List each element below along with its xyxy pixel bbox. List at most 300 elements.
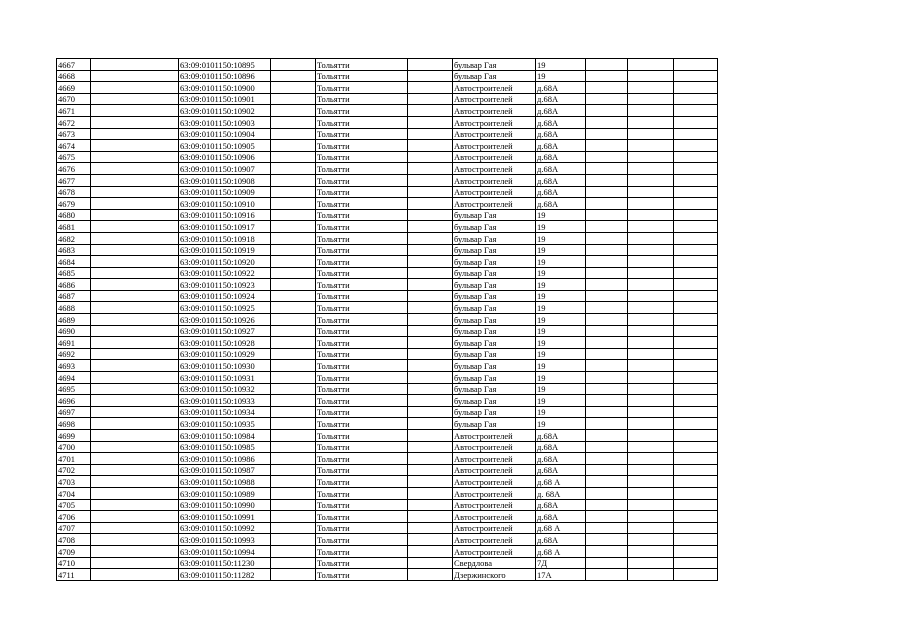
row-number: 4677 [57, 174, 91, 186]
empty-cell [586, 314, 628, 326]
row-number: 4711 [57, 569, 91, 581]
street: бульвар Гая [453, 383, 536, 395]
city: Тольятти [316, 499, 408, 511]
table-row [57, 302, 718, 314]
empty-cell [91, 116, 179, 128]
empty-cell [271, 464, 316, 476]
row-number: 4709 [57, 545, 91, 557]
table-row [57, 534, 718, 546]
empty-cell [586, 209, 628, 221]
empty-cell [91, 267, 179, 279]
empty-cell [628, 406, 674, 418]
table-row [57, 499, 718, 511]
table-row [57, 337, 718, 349]
empty-cell [408, 105, 453, 117]
house-number: д.68А [536, 186, 586, 198]
empty-cell [628, 209, 674, 221]
empty-cell [628, 105, 674, 117]
empty-cell [91, 221, 179, 233]
city: Тольятти [316, 209, 408, 221]
empty-cell [408, 290, 453, 302]
empty-cell [674, 209, 718, 221]
empty-cell [271, 186, 316, 198]
empty-cell [674, 128, 718, 140]
empty-cell [91, 487, 179, 499]
empty-cell [91, 569, 179, 581]
empty-cell [674, 499, 718, 511]
empty-cell [628, 116, 674, 128]
records-table [56, 58, 718, 581]
empty-cell [628, 267, 674, 279]
street: бульвар Гая [453, 70, 536, 82]
house-number: д.68А [536, 174, 586, 186]
street: бульвар Гая [453, 267, 536, 279]
empty-cell [674, 406, 718, 418]
empty-cell [674, 256, 718, 268]
empty-cell [586, 279, 628, 291]
row-number: 4703 [57, 476, 91, 488]
city: Тольятти [316, 557, 408, 569]
empty-cell [91, 464, 179, 476]
house-number: 19 [536, 70, 586, 82]
house-number: 19 [536, 279, 586, 291]
cadastral-number: 63:09:0101150:10903 [179, 116, 271, 128]
empty-cell [628, 453, 674, 465]
house-number: д.68 А [536, 476, 586, 488]
row-number: 4667 [57, 59, 91, 71]
city: Тольятти [316, 325, 408, 337]
house-number: д.68А [536, 453, 586, 465]
empty-cell [271, 174, 316, 186]
house-number: 19 [536, 348, 586, 360]
empty-cell [586, 290, 628, 302]
empty-cell [628, 499, 674, 511]
table-row [57, 151, 718, 163]
city: Тольятти [316, 70, 408, 82]
row-number: 4672 [57, 116, 91, 128]
street: бульвар Гая [453, 232, 536, 244]
cadastral-number: 63:09:0101150:10988 [179, 476, 271, 488]
empty-cell [586, 372, 628, 384]
empty-cell [271, 383, 316, 395]
city: Тольятти [316, 116, 408, 128]
table-row [57, 487, 718, 499]
empty-cell [271, 406, 316, 418]
house-number: 19 [536, 406, 586, 418]
street: бульвар Гая [453, 325, 536, 337]
street: бульвар Гая [453, 244, 536, 256]
table-row [57, 557, 718, 569]
empty-cell [674, 105, 718, 117]
table-row [57, 418, 718, 430]
row-number: 4705 [57, 499, 91, 511]
empty-cell [586, 198, 628, 210]
street: Автостроителей [453, 105, 536, 117]
empty-cell [674, 395, 718, 407]
table-row [57, 441, 718, 453]
house-number: 19 [536, 232, 586, 244]
empty-cell [91, 290, 179, 302]
empty-cell [628, 372, 674, 384]
empty-cell [628, 82, 674, 94]
empty-cell [628, 232, 674, 244]
row-number: 4706 [57, 511, 91, 523]
empty-cell [271, 314, 316, 326]
empty-cell [586, 221, 628, 233]
empty-cell [674, 302, 718, 314]
empty-cell [408, 337, 453, 349]
house-number: 19 [536, 325, 586, 337]
row-number: 4668 [57, 70, 91, 82]
empty-cell [628, 140, 674, 152]
city: Тольятти [316, 256, 408, 268]
street: бульвар Гая [453, 209, 536, 221]
empty-cell [586, 59, 628, 71]
house-number: д.68 А [536, 545, 586, 557]
empty-cell [628, 290, 674, 302]
empty-cell [271, 534, 316, 546]
street: Автостроителей [453, 82, 536, 94]
city: Тольятти [316, 151, 408, 163]
row-number: 4694 [57, 372, 91, 384]
empty-cell [628, 441, 674, 453]
cadastral-number: 63:09:0101150:10907 [179, 163, 271, 175]
table-row [57, 406, 718, 418]
empty-cell [586, 267, 628, 279]
house-number: 19 [536, 209, 586, 221]
row-number: 4687 [57, 290, 91, 302]
row-number: 4671 [57, 105, 91, 117]
empty-cell [91, 82, 179, 94]
empty-cell [674, 487, 718, 499]
empty-cell [408, 348, 453, 360]
row-number: 4681 [57, 221, 91, 233]
empty-cell [628, 70, 674, 82]
empty-cell [271, 302, 316, 314]
house-number: д.68А [536, 430, 586, 442]
cadastral-number: 63:09:0101150:10925 [179, 302, 271, 314]
city: Тольятти [316, 93, 408, 105]
city: Тольятти [316, 279, 408, 291]
street: Автостроителей [453, 128, 536, 140]
table-row [57, 372, 718, 384]
empty-cell [271, 221, 316, 233]
empty-cell [586, 151, 628, 163]
empty-cell [586, 325, 628, 337]
empty-cell [674, 267, 718, 279]
city: Тольятти [316, 372, 408, 384]
empty-cell [91, 140, 179, 152]
empty-cell [628, 279, 674, 291]
row-number: 4688 [57, 302, 91, 314]
empty-cell [408, 256, 453, 268]
empty-cell [674, 279, 718, 291]
house-number: д.68А [536, 534, 586, 546]
empty-cell [271, 476, 316, 488]
empty-cell [91, 348, 179, 360]
cadastral-number: 63:09:0101150:10993 [179, 534, 271, 546]
street: бульвар Гая [453, 302, 536, 314]
empty-cell [586, 348, 628, 360]
empty-cell [586, 557, 628, 569]
street: бульвар Гая [453, 348, 536, 360]
cadastral-number: 63:09:0101150:10906 [179, 151, 271, 163]
empty-cell [628, 256, 674, 268]
empty-cell [586, 302, 628, 314]
empty-cell [408, 70, 453, 82]
empty-cell [271, 198, 316, 210]
row-number: 4685 [57, 267, 91, 279]
city: Тольятти [316, 406, 408, 418]
empty-cell [674, 198, 718, 210]
empty-cell [674, 383, 718, 395]
empty-cell [408, 545, 453, 557]
empty-cell [408, 93, 453, 105]
empty-cell [271, 522, 316, 534]
street: бульвар Гая [453, 395, 536, 407]
house-number: 19 [536, 314, 586, 326]
empty-cell [408, 372, 453, 384]
empty-cell [271, 487, 316, 499]
empty-cell [628, 545, 674, 557]
empty-cell [674, 569, 718, 581]
city: Тольятти [316, 569, 408, 581]
table-row [57, 93, 718, 105]
empty-cell [586, 383, 628, 395]
empty-cell [408, 499, 453, 511]
street: Автостроителей [453, 534, 536, 546]
empty-cell [91, 198, 179, 210]
cadastral-number: 63:09:0101150:10933 [179, 395, 271, 407]
city: Тольятти [316, 267, 408, 279]
empty-cell [674, 70, 718, 82]
house-number: д. 68А [536, 487, 586, 499]
empty-cell [271, 337, 316, 349]
empty-cell [586, 499, 628, 511]
empty-cell [408, 59, 453, 71]
empty-cell [271, 290, 316, 302]
street: Автостроителей [453, 163, 536, 175]
table-row [57, 314, 718, 326]
empty-cell [91, 279, 179, 291]
street: Автостроителей [453, 151, 536, 163]
empty-cell [674, 557, 718, 569]
cadastral-number: 63:09:0101150:10928 [179, 337, 271, 349]
row-number: 4695 [57, 383, 91, 395]
street: бульвар Гая [453, 221, 536, 233]
city: Тольятти [316, 534, 408, 546]
empty-cell [91, 545, 179, 557]
empty-cell [91, 476, 179, 488]
city: Тольятти [316, 140, 408, 152]
empty-cell [628, 348, 674, 360]
empty-cell [408, 557, 453, 569]
house-number: д.68А [536, 151, 586, 163]
empty-cell [91, 232, 179, 244]
street: Автостроителей [453, 511, 536, 523]
table-body [57, 59, 718, 581]
empty-cell [91, 406, 179, 418]
empty-cell [408, 82, 453, 94]
cadastral-number: 63:09:0101150:10910 [179, 198, 271, 210]
empty-cell [91, 244, 179, 256]
empty-cell [408, 464, 453, 476]
empty-cell [674, 476, 718, 488]
house-number: 19 [536, 360, 586, 372]
empty-cell [91, 453, 179, 465]
city: Тольятти [316, 453, 408, 465]
empty-cell [408, 360, 453, 372]
row-number: 4686 [57, 279, 91, 291]
empty-cell [271, 256, 316, 268]
street: бульвар Гая [453, 256, 536, 268]
empty-cell [271, 59, 316, 71]
city: Тольятти [316, 545, 408, 557]
cadastral-number: 63:09:0101150:10927 [179, 325, 271, 337]
empty-cell [674, 545, 718, 557]
street: бульвар Гая [453, 360, 536, 372]
cadastral-number: 63:09:0101150:10991 [179, 511, 271, 523]
table-row [57, 105, 718, 117]
empty-cell [408, 569, 453, 581]
city: Тольятти [316, 290, 408, 302]
city: Тольятти [316, 198, 408, 210]
row-number: 4696 [57, 395, 91, 407]
empty-cell [408, 128, 453, 140]
cadastral-number: 63:09:0101150:10909 [179, 186, 271, 198]
city: Тольятти [316, 487, 408, 499]
row-number: 4683 [57, 244, 91, 256]
empty-cell [91, 522, 179, 534]
empty-cell [271, 279, 316, 291]
empty-cell [674, 453, 718, 465]
empty-cell [408, 174, 453, 186]
row-number: 4693 [57, 360, 91, 372]
empty-cell [408, 476, 453, 488]
row-number: 4679 [57, 198, 91, 210]
house-number: 19 [536, 244, 586, 256]
empty-cell [586, 163, 628, 175]
house-number: д.68А [536, 116, 586, 128]
empty-cell [628, 244, 674, 256]
city: Тольятти [316, 174, 408, 186]
street: бульвар Гая [453, 372, 536, 384]
street: Автостроителей [453, 464, 536, 476]
city: Тольятти [316, 522, 408, 534]
cadastral-number: 63:09:0101150:10934 [179, 406, 271, 418]
house-number: 19 [536, 383, 586, 395]
house-number: 19 [536, 302, 586, 314]
empty-cell [271, 151, 316, 163]
empty-cell [674, 372, 718, 384]
row-number: 4673 [57, 128, 91, 140]
empty-cell [408, 151, 453, 163]
empty-cell [91, 430, 179, 442]
empty-cell [91, 441, 179, 453]
cadastral-number: 63:09:0101150:10984 [179, 430, 271, 442]
house-number: д.68А [536, 140, 586, 152]
cadastral-number: 63:09:0101150:10986 [179, 453, 271, 465]
street: Автостроителей [453, 140, 536, 152]
empty-cell [586, 464, 628, 476]
street: Автостроителей [453, 545, 536, 557]
house-number: д.68А [536, 464, 586, 476]
empty-cell [628, 337, 674, 349]
cadastral-number: 63:09:0101150:10994 [179, 545, 271, 557]
empty-cell [674, 348, 718, 360]
city: Тольятти [316, 302, 408, 314]
row-number: 4682 [57, 232, 91, 244]
street: бульвар Гая [453, 418, 536, 430]
empty-cell [586, 128, 628, 140]
empty-cell [674, 174, 718, 186]
cadastral-number: 63:09:0101150:10919 [179, 244, 271, 256]
house-number: 19 [536, 395, 586, 407]
city: Тольятти [316, 430, 408, 442]
empty-cell [674, 522, 718, 534]
street: бульвар Гая [453, 406, 536, 418]
empty-cell [91, 372, 179, 384]
street: Автостроителей [453, 522, 536, 534]
empty-cell [408, 383, 453, 395]
empty-cell [628, 93, 674, 105]
table-row [57, 430, 718, 442]
empty-cell [628, 557, 674, 569]
empty-cell [271, 105, 316, 117]
house-number: д.68А [536, 82, 586, 94]
empty-cell [91, 383, 179, 395]
empty-cell [408, 186, 453, 198]
house-number: 7Д [536, 557, 586, 569]
row-number: 4701 [57, 453, 91, 465]
empty-cell [586, 105, 628, 117]
cadastral-number: 63:09:0101150:10923 [179, 279, 271, 291]
cadastral-number: 63:09:0101150:11230 [179, 557, 271, 569]
empty-cell [628, 418, 674, 430]
empty-cell [628, 395, 674, 407]
empty-cell [408, 116, 453, 128]
empty-cell [674, 221, 718, 233]
empty-cell [271, 499, 316, 511]
empty-cell [674, 534, 718, 546]
empty-cell [586, 82, 628, 94]
city: Тольятти [316, 337, 408, 349]
empty-cell [586, 360, 628, 372]
empty-cell [271, 82, 316, 94]
table-row [57, 545, 718, 557]
empty-cell [586, 545, 628, 557]
row-number: 4669 [57, 82, 91, 94]
city: Тольятти [316, 360, 408, 372]
empty-cell [271, 418, 316, 430]
empty-cell [628, 534, 674, 546]
empty-cell [674, 116, 718, 128]
empty-cell [586, 511, 628, 523]
empty-cell [628, 522, 674, 534]
row-number: 4708 [57, 534, 91, 546]
street: бульвар Гая [453, 279, 536, 291]
table-row [57, 209, 718, 221]
table-row [57, 325, 718, 337]
empty-cell [408, 441, 453, 453]
city: Тольятти [316, 464, 408, 476]
empty-cell [674, 244, 718, 256]
empty-cell [628, 487, 674, 499]
empty-cell [91, 163, 179, 175]
empty-cell [586, 70, 628, 82]
cadastral-number: 63:09:0101150:10908 [179, 174, 271, 186]
empty-cell [91, 151, 179, 163]
